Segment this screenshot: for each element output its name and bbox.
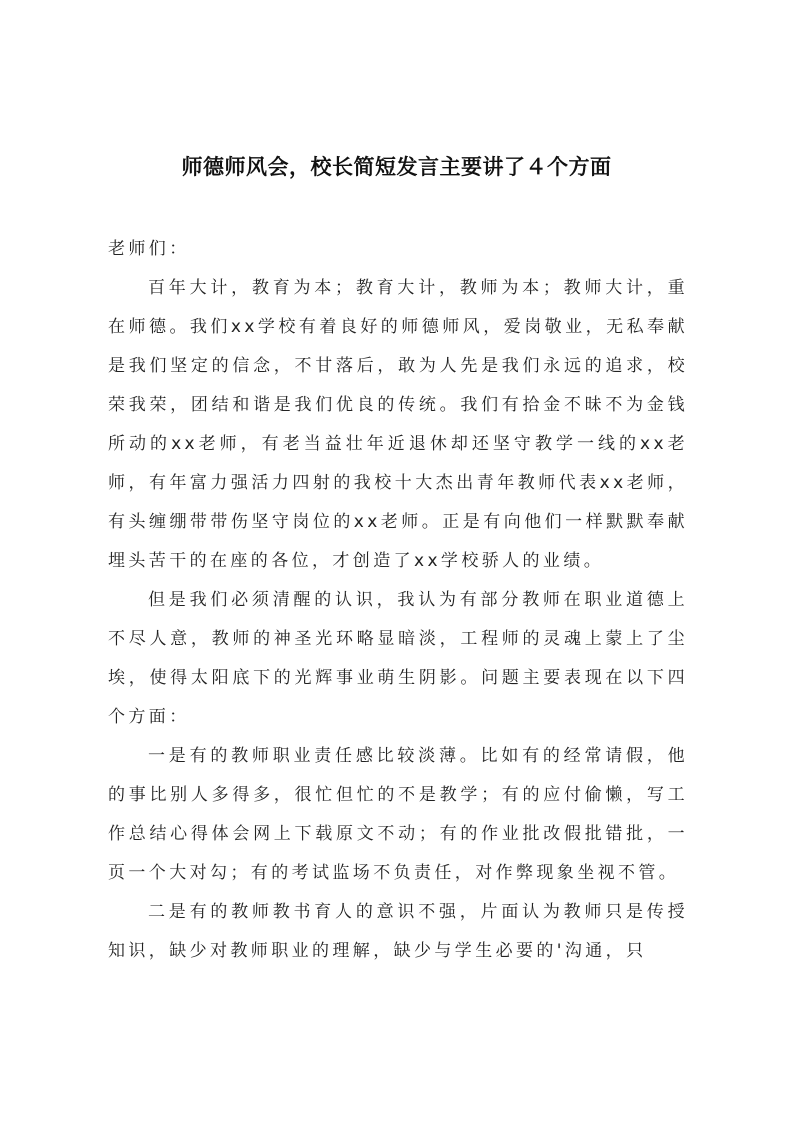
- salutation: 老师们：: [108, 239, 190, 259]
- paragraph-intro: 百年大计，教育为本；教育大计，教师为本；教师大计，重在师德。我们xx学校有着良好的师德师风，爱岗敬业，无私奉献是我们坚定的信念，不甘落后，敢为人先是我们永远的追求，校荣我荣，团结和谐是我们优良的传统。我们有拾金不昧不为金钱所动的xx老师，有老当益壮年近退休却还坚守教学一线的xx老师，有年富力强活力四射的我校十大杰出青年教师代表xx老师，有头缠绷带带伤坚守岗位的xx老师。正是有向他们一样默默奉献埋头苦干的在座的各位，才创造了xx学校骄人的业绩。: [108, 278, 688, 571]
- paragraph-point-one: 一是有的教师职业责任感比较淡薄。比如有的经常请假，他的事比别人多得多，很忙但忙的不是教学；有的应付偷懒，写工作总结心得体会网上下载原文不动；有的作业批改假批错批，一页一个大对勾；有的考试监场不负责任，对作弊现象坐视不管。: [108, 746, 688, 883]
- paragraph-problems: 但是我们必须清醒的认识，我认为有部分教师在职业道德上不尽人意，教师的神圣光环略显暗淡，工程师的灵魂上蒙上了尘埃，使得太阳底下的光辉事业萌生阴影。问题主要表现在以下四个方面：: [108, 590, 688, 727]
- document-body: [108, 230, 688, 971]
- document-title: 师德师风会，校长简短发言主要讲了４个方面: [181, 154, 612, 179]
- paragraph-point-two: 二是有的教师教书育人的意识不强，片面认为教师只是传授知识，缺少对教师职业的理解，缺少与学生必要的'沟通，只: [108, 902, 688, 961]
